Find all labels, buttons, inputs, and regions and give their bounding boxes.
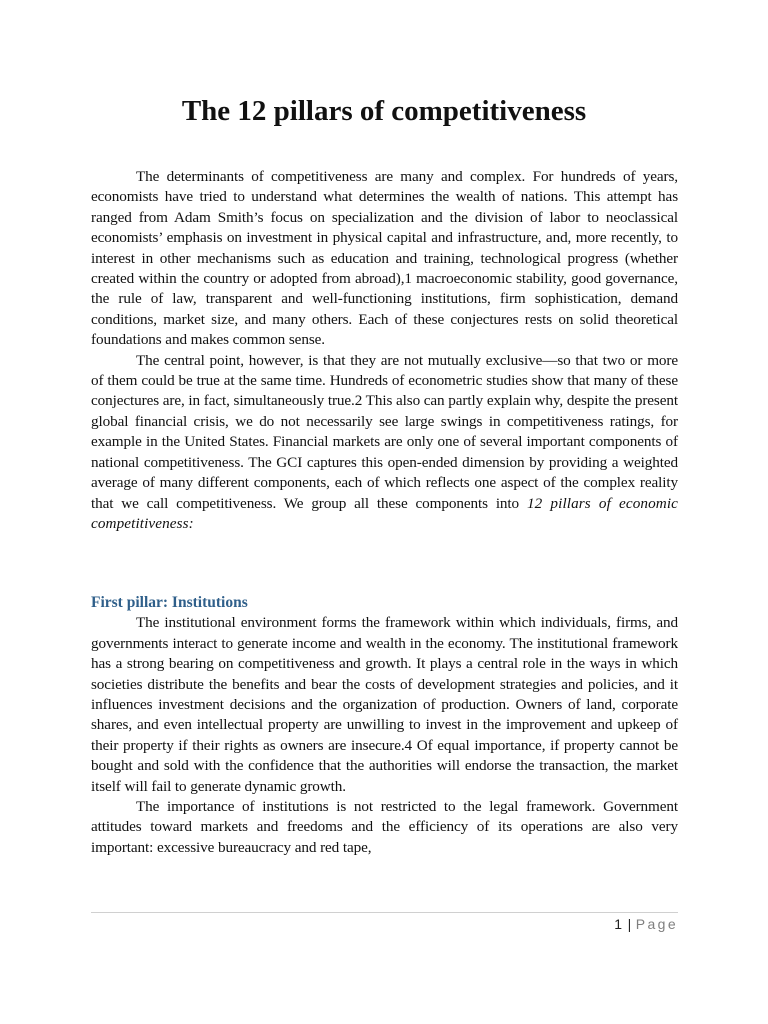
intro-paragraph-1: The determinants of competitiveness are many and complex. For hundreds of years, economists have tried to understand what determines the wealth of nations. This attempt has ranged from Adam Smith’s focus on specialization and the division of labor to neoclassical economists’ emphasis on investment in physical capital and infrastructure, and, more recently, to interest in other mechanisms such as education and training, technological progress (whether created within the country or adopted from abroad),1 macroeconomic stability, good governance, the rule of law, transparent and well-functioning institutions, firm sophistication, demand conditions, market size, and many others. Each of these conjectures rests on solid theoretical foundations and makes common sense. bbox=[91, 168, 678, 349]
intro-section bbox=[91, 167, 678, 534]
footer-divider bbox=[91, 912, 678, 913]
pillars-italic-phrase: 12 pillars of economic competitiveness: bbox=[91, 494, 679, 532]
institutions-paragraph-2: The importance of institutions is not restricted to the legal framework. Government attitudes toward markets and freedoms and the efficiency of its operations are also very important: excessive bureaucracy and red tape, bbox=[91, 798, 678, 856]
page-label: Page bbox=[635, 916, 678, 932]
page-footer bbox=[614, 915, 678, 933]
intro-paragraph-2 bbox=[91, 351, 678, 535]
intro-paragraph-2-text: The central point, however, is that they are not mutually exclusive—so that two or more of them could be true at the same time. Hundreds of econometric studies show that many of these conjectures are, in fact, simultaneously true.2 This also can partly explain why, despite the present global financial crisis, we do not necessarily see large swings in competitiveness ratings, for example in the United States. Financial markets are only one of several important components of national competitiveness. The GCI captures this open-ended dimension by providing a weighted average of many different components, each of which reflects one aspect of the complex reality that we call competitiveness. We group all these components into bbox=[91, 351, 678, 512]
institutions-section bbox=[91, 593, 678, 858]
page-number: 1 bbox=[614, 916, 623, 932]
footer-separator: | bbox=[627, 916, 632, 932]
institutions-paragraph-1: The institutional environment forms the framework within which individuals, firms, and governments interact to generate income and wealth in the economy. The institutional framework has a strong bearing on competitiveness and growth. It plays a central role in the ways in which societies distribute the benefits and bear the costs of development strategies and policies, and it influences investment decisions and the organization of production. Owners of land, corporate shares, and even intellectual property are unwilling to invest in the improvement and upkeep of their property if their rights as owners are insecure.4 Of equal importance, if property cannot be bought and sold with the confidence that the authorities will endorse the transaction, the market itself will fail to generate dynamic growth. bbox=[91, 614, 678, 795]
document-title: The 12 pillars of competitiveness bbox=[181, 95, 587, 127]
section-heading: First pillar: Institutions bbox=[91, 594, 248, 611]
